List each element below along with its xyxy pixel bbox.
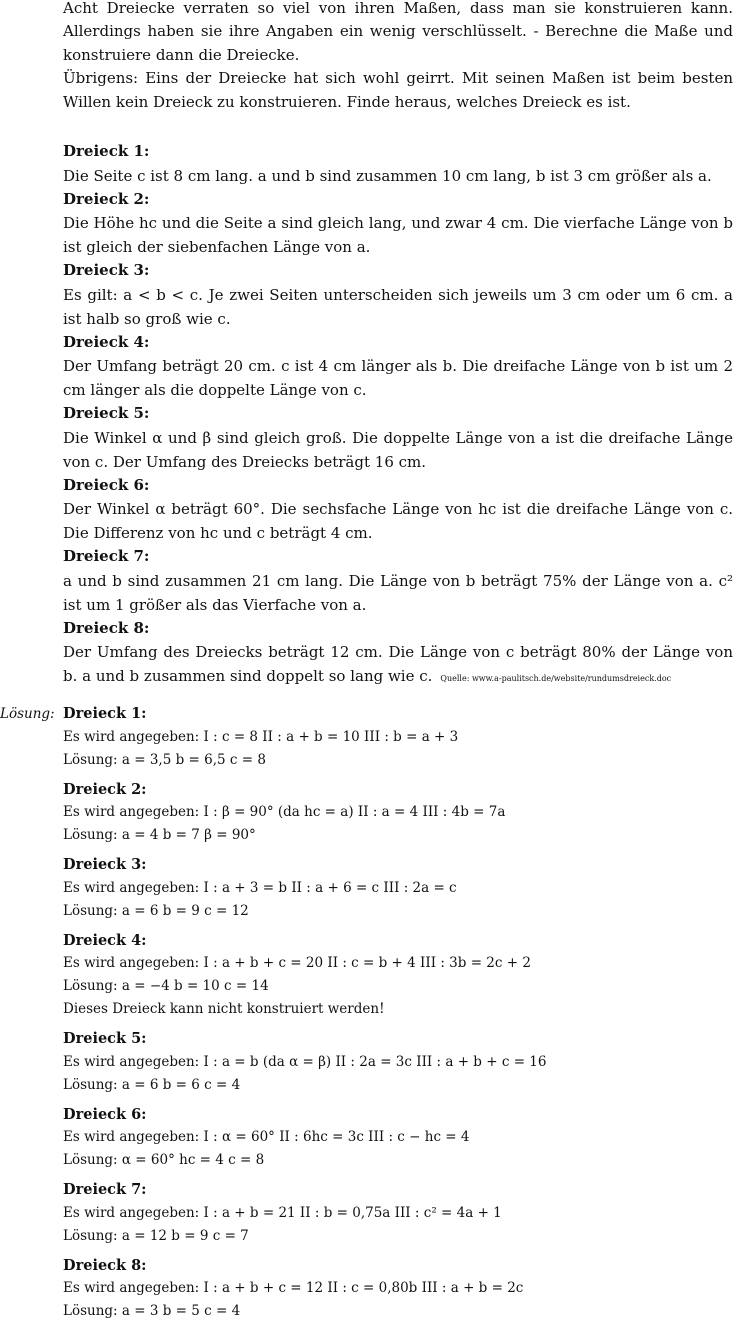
solution-given: Es wird angegeben: I : α = 60° II : 6hc = 3c III : c − hc = 4 — [63, 1129, 470, 1145]
solution-given: Es wird angegeben: I : a + b + c = 20 II : c = b + 4 III : 3b = 2c + 2 — [63, 955, 531, 971]
intro-paragraph-2: Übrigens: Eins der Dreiecke hat sich wohl geirrt. Mit seinen Maßen ist beim besten Willen kein Dreieck zu konstruieren. Finde heraus, welches Dreieck es ist. — [63, 69, 733, 111]
task-text: Die Seite c ist 8 cm lang. a und b sind zusammen 10 cm lang, b ist 3 cm größer als a. — [63, 166, 712, 185]
solution-result: Lösung: a = 3 b = 5 c = 4 — [63, 1303, 241, 1319]
solution-block — [63, 854, 733, 923]
solution-result: Lösung: a = 6 b = 9 c = 12 — [63, 902, 249, 919]
task-heading: Dreieck 8: — [63, 618, 150, 637]
solution-given: Es wird angegeben: I : a + 3 = b II : a + 6 = c III : 2a = c — [63, 879, 457, 896]
source-note: Quelle: www.a-paulitsch.de/website/rundumsdreieck.doc — [440, 674, 672, 683]
intro — [63, 0, 733, 114]
solution-block — [63, 930, 733, 1022]
solution-heading: Dreieck 7: — [63, 1181, 147, 1198]
task-heading: Dreieck 2: — [63, 189, 150, 208]
solution-result: Lösung: a = 3,5 b = 6,5 c = 8 — [63, 751, 266, 768]
task-text: Die Winkel α und β sind gleich groß. Die doppelte Länge von a ist die dreifache Länge von c. Der Umfang des Dreiecks beträgt 16 cm. — [63, 428, 733, 471]
task-heading: Dreieck 5: — [63, 404, 150, 422]
solution-result: Lösung: a = 12 b = 9 c = 7 — [63, 1227, 249, 1244]
solution-heading: Dreieck 5: — [63, 1030, 147, 1047]
solution-heading: Dreieck 3: — [63, 856, 147, 873]
solution-given: Es wird angegeben: I : β = 90° (da hc = a) II : a = 4 III : 4b = 7a — [63, 804, 506, 820]
solution-result: Lösung: a = 6 b = 6 c = 4 — [63, 1076, 241, 1093]
task-heading: Dreieck 1: — [63, 142, 150, 160]
task-heading: Dreieck 3: — [63, 261, 150, 279]
solution-block — [63, 703, 733, 772]
solution-block — [63, 1255, 733, 1324]
task-heading: Dreieck 7: — [63, 547, 150, 565]
task-heading: Dreieck 6: — [63, 475, 150, 494]
solution-heading: Dreieck 6: — [63, 1105, 147, 1123]
solution-block — [63, 779, 733, 848]
task-text: Der Winkel α beträgt 60°. Die sechsfache Länge von hc ist die dreifache Länge von c. Die Differenz von hc und c beträgt 4 cm. — [63, 500, 733, 542]
task-text: Die Höhe hc und die Seite a sind gleich lang, und zwar 4 cm. Die vierfache Länge von b ist gleich der siebenfachen Länge von a. — [63, 214, 733, 256]
task-text: Der Umfang beträgt 20 cm. c ist 4 cm länger als b. Die dreifache Länge von b ist um 2 cm länger als die doppelte Länge von c. — [63, 357, 733, 399]
solution-given: Es wird angegeben: I : a = b (da α = β) II : 2a = 3c III : a + b + c = 16 — [63, 1053, 547, 1070]
solution-label: Lösung: — [0, 706, 55, 722]
solution-block — [63, 1028, 733, 1097]
solution-heading: Dreieck 1: — [63, 705, 147, 722]
solution-note: Dieses Dreieck kann nicht konstruiert werden! — [63, 1001, 385, 1017]
solution-result: Lösung: α = 60° hc = 4 c = 8 — [63, 1152, 265, 1168]
intro-paragraph-1: Acht Dreiecke verraten so viel von ihren Maßen, dass man sie konstruieren kann. Allerdings haben sie ihre Angaben ein wenig verschlüsselt. - Berechne die Maße und konstruiere dann die Dreiecke. — [63, 0, 733, 64]
solution-result: Lösung: a = 4 b = 7 β = 90° — [63, 827, 256, 843]
solution-given: Es wird angegeben: I : c = 8 II : a + b = 10 III : b = a + 3 — [63, 728, 459, 745]
solution-block — [63, 1179, 733, 1248]
task-text: Der Umfang des Dreiecks beträgt 12 cm. Die Länge von c beträgt 80% der Länge von b. a und b zusammen sind doppelt so lang wie c. Quelle: www.a-paulitsch.de/website/rundumsdreieck.doc — [63, 643, 733, 685]
solution-result: Lösung: a = −4 b = 10 c = 14 — [63, 978, 269, 994]
solution-given: Es wird angegeben: I : a + b + c = 12 II : c = 0,80b III : a + b = 2c — [63, 1280, 524, 1296]
task-heading: Dreieck 4: — [63, 332, 150, 351]
task-text: Es gilt: a < b < c. Je zwei Seiten unterscheiden sich jeweils um 3 cm oder um 6 cm. a ist halb so groß wie c. — [63, 285, 733, 328]
solution-list — [63, 703, 733, 1330]
solution-heading: Dreieck 2: — [63, 780, 147, 798]
task-list — [63, 140, 733, 691]
solution-given: Es wird angegeben: I : a + b = 21 II : b = 0,75a III : c² = 4a + 1 — [63, 1204, 502, 1221]
solution-block — [63, 1104, 733, 1173]
solution-heading: Dreieck 8: — [63, 1256, 147, 1274]
solution-heading: Dreieck 4: — [63, 931, 147, 949]
task-text: a und b sind zusammen 21 cm lang. Die Länge von b beträgt 75% der Länge von a. c² ist um 1 größer als das Vierfache von a. — [63, 571, 733, 614]
